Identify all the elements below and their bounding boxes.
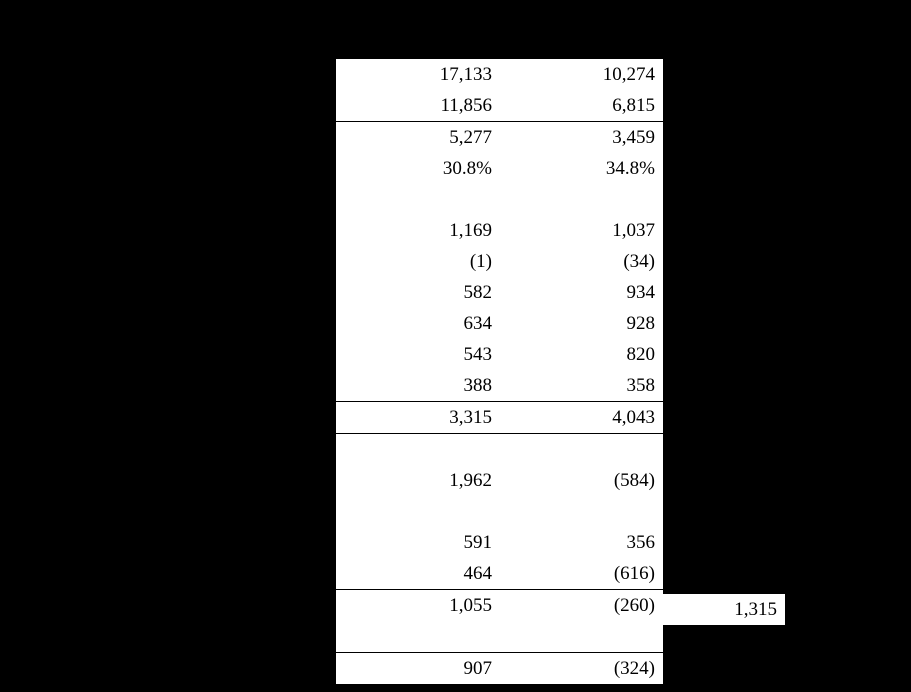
table-cell-value: 1,962 [449, 470, 492, 491]
table-row [336, 215, 663, 246]
table-cell-value: 1,169 [449, 220, 492, 241]
table-row [336, 153, 663, 184]
table-row [336, 527, 663, 558]
table-spacer-row [336, 621, 663, 652]
table-cell-value: 543 [463, 344, 492, 365]
table-cell-value: 5,277 [449, 127, 492, 148]
table-cell-value: 934 [626, 282, 655, 303]
table-cell-value: (584) [613, 470, 655, 491]
table-row [336, 246, 663, 277]
table-cell-value: 6,815 [612, 95, 655, 116]
table-cell-value: 358 [626, 375, 655, 396]
table-cell-value: 388 [463, 375, 492, 396]
table-spacer-row [336, 434, 663, 465]
table-row [336, 122, 663, 153]
callout-value: 1,315 [663, 594, 785, 625]
table-cell-value: 928 [626, 313, 655, 334]
table-row-total [336, 402, 663, 434]
table-cell-value: 634 [463, 313, 492, 334]
table-row [336, 370, 663, 402]
table-row-total [336, 652, 663, 684]
table-cell-value: 11,856 [440, 95, 492, 116]
table-cell-value: 4,043 [612, 407, 655, 428]
table-cell-value: (616) [613, 563, 655, 584]
table-cell-value: 464 [463, 563, 492, 584]
table-cell-value: 1,037 [612, 220, 655, 241]
table-row [336, 558, 663, 590]
table-row [336, 590, 663, 621]
table-spacer-row [336, 496, 663, 527]
table-cell-value: 356 [626, 532, 655, 553]
table-row [336, 308, 663, 339]
table-cell-value: (324) [613, 658, 655, 679]
table-cell-value: (34) [623, 251, 655, 272]
table-row [336, 277, 663, 308]
table-cell-value: (260) [613, 595, 655, 616]
table-cell-value: 17,133 [439, 64, 492, 85]
table-cell-value: 3,315 [449, 407, 492, 428]
table-row [336, 90, 663, 122]
table-cell-value: 907 [463, 658, 492, 679]
table-cell-value: 1,055 [449, 595, 492, 616]
table-row [336, 59, 663, 90]
table-cell-value: 3,459 [612, 127, 655, 148]
table-row [336, 465, 663, 496]
table-cell-value: 820 [626, 344, 655, 365]
table-cell-value: 10,274 [602, 64, 655, 85]
financial-table [336, 57, 663, 684]
table-cell-value: 30.8% [442, 158, 492, 179]
table-cell-value: 34.8% [605, 158, 655, 179]
table-spacer-row [336, 184, 663, 215]
table-cell-value: (1) [469, 251, 492, 272]
table-cell-value: 582 [463, 282, 492, 303]
table-cell-value: 591 [463, 532, 492, 553]
table-row [336, 339, 663, 370]
